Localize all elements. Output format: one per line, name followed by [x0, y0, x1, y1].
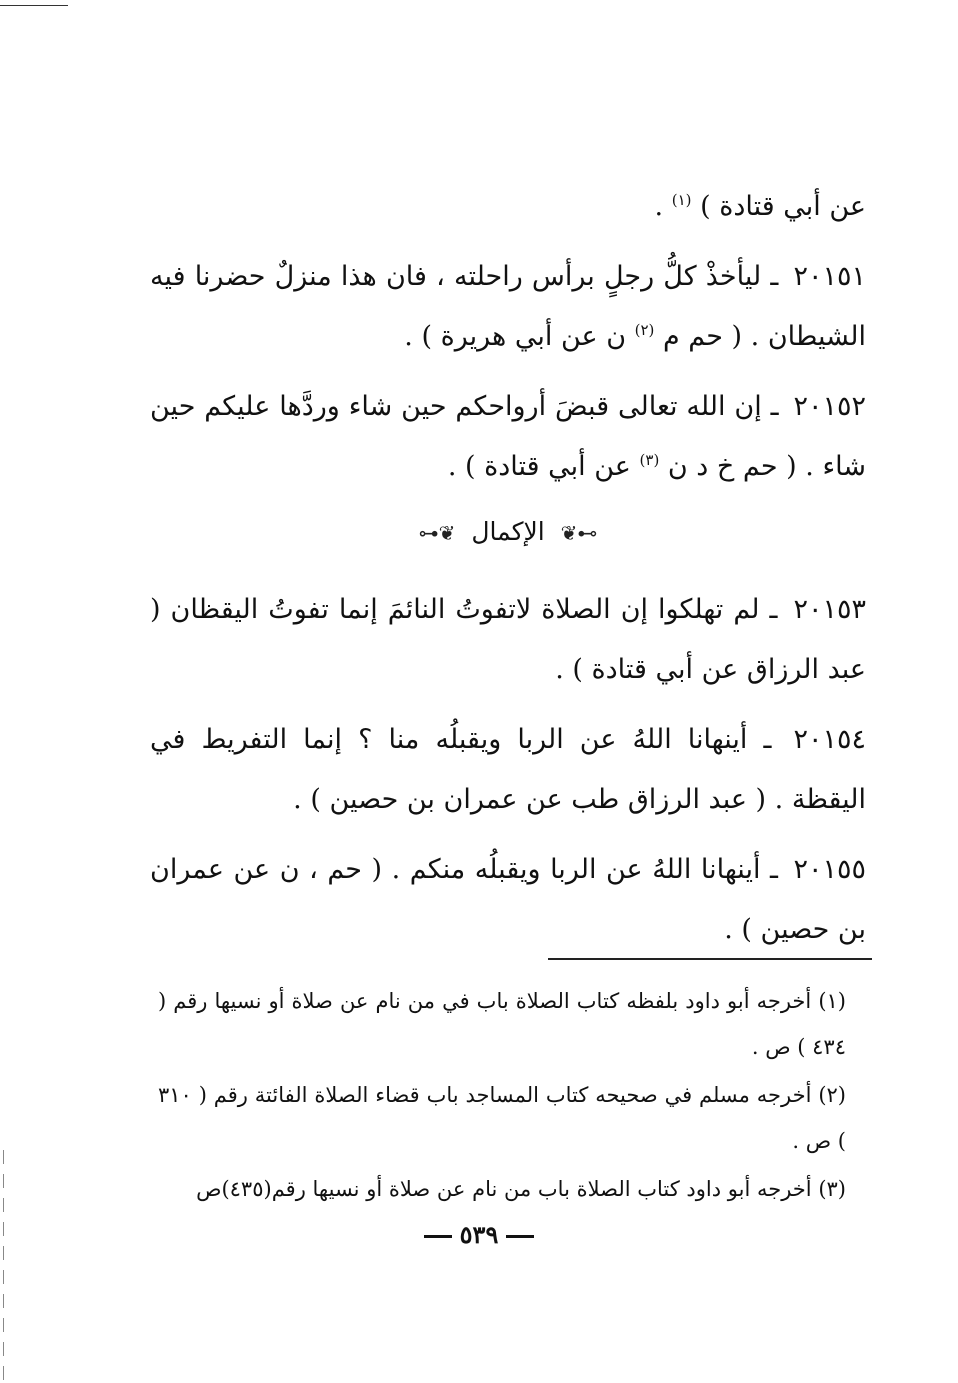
footnote-separator [548, 958, 872, 960]
hadith-entry [150, 377, 866, 497]
footnote [158, 1166, 846, 1212]
section-heading [150, 507, 866, 558]
hadith-entry [150, 247, 866, 367]
footnote-ref: (٢) [634, 321, 655, 339]
margin-scan-mark [3, 1150, 4, 1380]
hadith-text: ـ ليأخذْ كلُّ رجلٍ برأس راحلته ، فان هذا منزلٌ حضرنا فيه الشيطان . ( حم م [150, 261, 866, 352]
hadith-text: ـ أينهانا اللهُ عن الربا ويقبلُه منا ؟ إنما التفريط في اليقظة . ( عبد الرزاق طب عن عمران بن حصين ) . [150, 724, 866, 815]
hadith-text: ـ إن الله تعالى قبضَ أرواحكم حين شاء وردَّها عليكم حين شاء . ( حم خ د ن [150, 391, 866, 482]
hadith-entry [150, 580, 866, 700]
continuation-text: عن أبي قتادة ) [700, 191, 866, 222]
footnote-text: أخرجه أبو داود كتاب الصلاة باب من نام عن صلاة أو نسيها رقم(٤٣٥)ص [196, 1177, 812, 1201]
hadith-entry [150, 840, 866, 960]
page-number [0, 1220, 958, 1249]
continuation-end: . [654, 191, 664, 222]
hadith-text: ـ أينهانا اللهُ عن الربا ويقبلُه منكم . ( حم ، ن عن عمران بن حصين ) . [150, 854, 866, 945]
hadith-number: ٢٠١٥٢ [793, 391, 866, 422]
hadith-text: ـ لم تهلكوا إن الصلاة لاتفوتُ النائمَ إنما تفوتُ اليقظان ( عبد الرزاق عن أبي قتادة ) . [150, 594, 866, 685]
footnote [158, 978, 846, 1070]
footnote-ref: (٣) [639, 451, 660, 469]
corner-rule [0, 5, 68, 6]
ornament-icon: ⊶❦ [560, 521, 598, 545]
footnote-text: أخرجه أبو داود بلفظه كتاب الصلاة باب في من نام عن صلاة أو نسيها رقم ( ٤٣٤ ) ص . [158, 989, 846, 1059]
ornament-icon: ❦⊷ [418, 521, 456, 545]
footnote-ref: (١) [671, 191, 692, 209]
hadith-source: عن أبي قتادة ) . [447, 451, 631, 482]
page-number-dash [424, 1235, 452, 1238]
page-number-value: ٥٣٩ [459, 1220, 499, 1249]
section-title: الإكمال [471, 517, 545, 546]
footnote-text: أخرجه مسلم في صحيحه كتاب المساجد باب قضاء الصلاة الفائتة رقم ( ٣١٠ ) ص . [158, 1083, 846, 1153]
hadith-source: ن عن أبي هريرة ) . [404, 321, 627, 352]
page-number-dash [506, 1235, 534, 1238]
footnote-marker: (١) [818, 989, 846, 1013]
hadith-number: ٢٠١٥٣ [793, 594, 866, 625]
hadith-number: ٢٠١٥١ [793, 261, 866, 292]
footnote-marker: (٣) [818, 1177, 846, 1201]
hadith-entry [150, 710, 866, 830]
hadith-number: ٢٠١٥٥ [793, 854, 866, 885]
continuation-line [150, 177, 866, 237]
footnote [158, 1072, 846, 1164]
main-text [150, 150, 866, 970]
hadith-number: ٢٠١٥٤ [793, 724, 867, 755]
footnote-marker: (٢) [818, 1083, 846, 1107]
footnotes [158, 978, 846, 1214]
